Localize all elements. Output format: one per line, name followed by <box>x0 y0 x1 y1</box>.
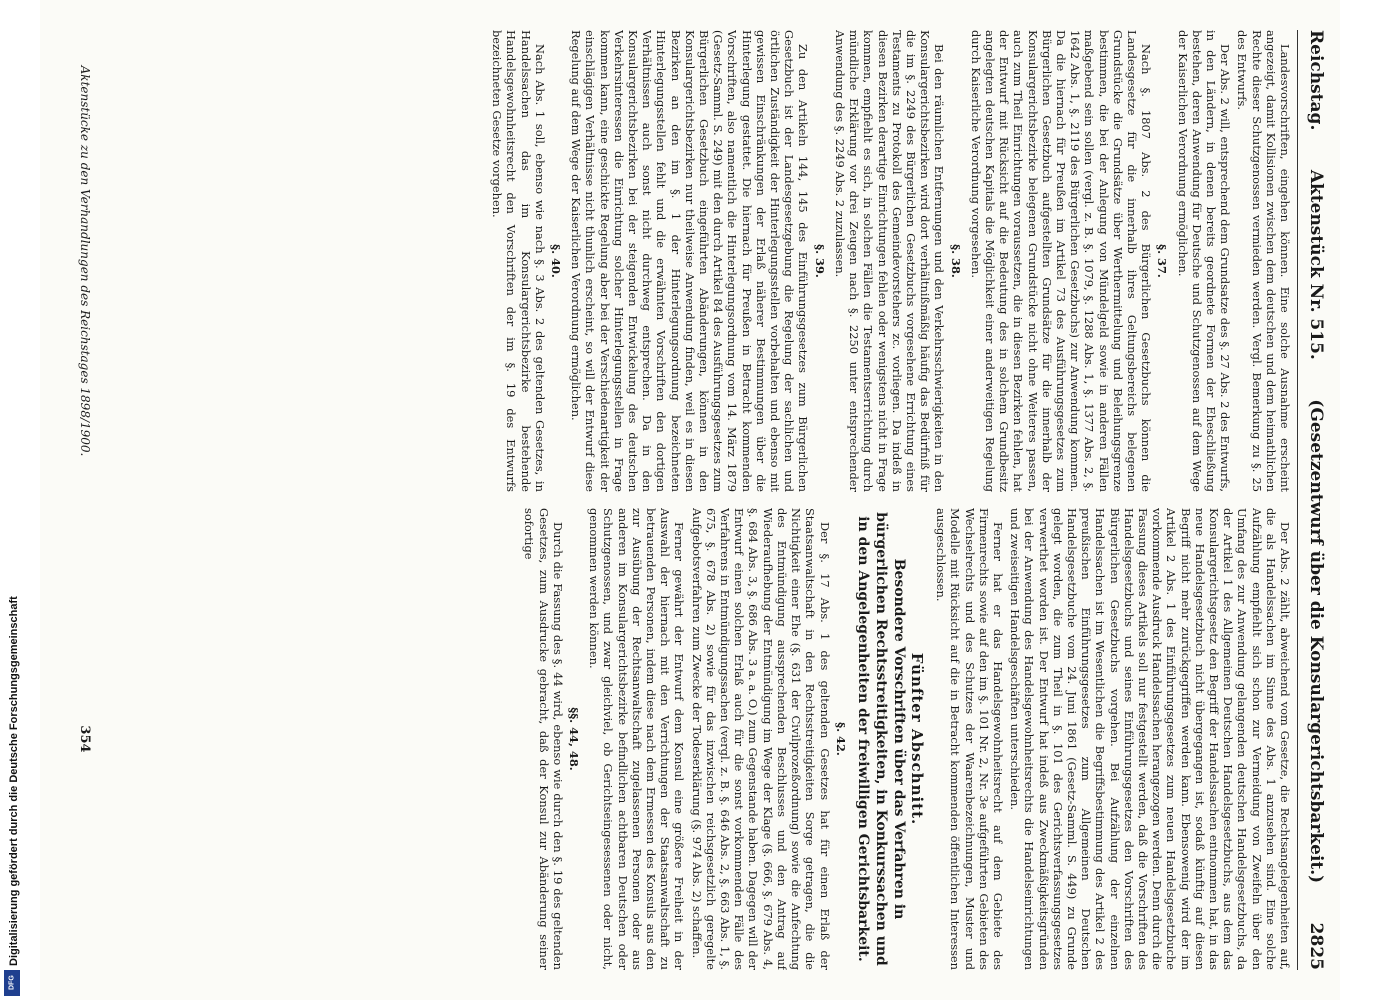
part-heading: Fünfter Abschnitt. <box>907 652 926 826</box>
header-middle: Aktenstück Nr. 515. <box>1306 169 1326 360</box>
document-page <box>40 0 1340 1000</box>
paragraph: Landesvorschriften, eingehen können. Eine solche Ausnahme erscheint angezeigt, damit Kollisionen zwischen dem deutschen und dem heimathlichen Rechte dieser Schutzgenossen vermieden werden. Vergl. Bemerkung zu §. 25 des Entwurfs. <box>1235 30 1292 492</box>
paragraph: Der §. 17 Abs. 1 des geltenden Gesetzes hat für einen Erlaß der Staatsanwaltschaft in den Rechtsstreitigkeiten Sorge getragen, die die Nichtigkeit einer Ehe (§. 631 der Civilprozeßordnung) sowie die Anfechtung des Entmündigung aussprechenden Beschlusses und den Antrag auf Wiederaufhebung der Entmündigung im Wege der Klage (§. 666, §. 679 Abs. 4, §. 684 Abs. 3, §. 686 Abs. 3 a. a. O.) zum Gegenstande haben. Dagegen will der Entwurf einen solchen Erlaß auch für die sonst vorkommenden Fälle des Verfahrens in Entmündigungssachen (vergl. z. B. §. 646 Abs. 2, §. 663 Abs. 1, §. 675, §. 678 Abs. 2) sowie für das inzwischen reichsgesetzlich geregelte Aufgebotsverfahren zum Zwecke der Todeserklärung (§. 974 Abs. 2) schaffen. <box>689 508 832 970</box>
paragraph: Der Abs. 2 will, entsprechend dem Grundsatze des §. 27 Abs. 2 des Entwurfs, in den Ländern, in denen bereits geordnete Formen der Eheschließung bestehen, deren Anwendung für Deutsche und Schutzgenossen auf dem Wege der Kaiserlichen Verordnung ermöglichen. <box>1175 30 1233 492</box>
side-note <box>0 0 24 1000</box>
paragraph: Zu den Artikeln 144, 145 des Einführungsgesetzes zum Bürgerlichen Gesetzbuch ist der Landesgesetzgebung die Regelung der sachlichen und örtlichen Zuständigkeit der Hinterlegungsstellen vorbehalten und ebenso mit gewissen Einschränkungen der Erlaß näherer Bestimmungen über die Hinterlegung gestattet. Die hiernach für Preußen in Betracht kommenden Vorschriften, also namentlich die Hinterlegungsordnung vom 14. März 1879 (Gesetz-Samml. S. 249) mit den durch Artikel 84 des Ausführungsgesetzes zum Bürgerlichen Gesetzbuch eingeführten Abänderungen, können in den Konsulargerichtsbezirken nur theilweise Anwendung finden, weil es in diesen Bezirken an den im §. 1 der Hinterlegungsordnung bezeichneten Hinterlegungsstellen fehlt und die erwähnten Vorschriften den dortigen Verhältnissen auch sonst nicht durchweg entsprechen. Da in den Konsulargerichtsbezirken bei der steigenden Entwickelung des deutschen Verkehrsinteressen die Einrichtung solcher Hinterlegungsstellen in Frage kommen kann, eine geschickte Regelung aber bei der Verschiedenartigkeit der einschlägigen Verhältnisse nicht thunlich erscheint, so will der Entwurf diese Regelung auf dem Wege der Kaiserlichen Verordnung ermöglichen. <box>569 30 811 492</box>
section-heading: §. 39. <box>812 244 827 278</box>
paragraph: Durch die Fassung des §. 44 wird, ebenso wie durch den §. 19 des geltenden Gesetzes, zum Ausdrucke gebracht, daß der Konsul zur Abänderung seiner sofortige <box>522 508 565 970</box>
section-heading: §. 42. <box>833 722 848 756</box>
dfg-logo <box>4 970 20 996</box>
paragraph: Bei den räumlichen Entfernungen und den Verkehrsschwierigkeiten in den Konsulargerichtsbezirken wird dort verhältnißmäßig häufig das Bedürfniß für die im §. 2249 des Bürgerlichen Gesetzbuchs vorgesehene Errichtung eines Testaments zu Protokoll des Gemeindevorstehers zc. vorliegen. Da indeß in diesen Bezirken derartige Einrichtungen fehlen oder wenigstens nicht in Frage kommen, empfiehlt es sich, in solchen Fällen die Testamentserrichtung durch mündliche Erklärung vor drei Zeugen nach §. 2250 unter entsprechender Anwendung des §. 2249 Abs. 2 zuzulassen. <box>832 30 947 492</box>
paragraph: Der Abs. 2 zählt, abweichend vom Gesetze, die Rechtsangelegenheiten auf, die als Handelssachen im Sinne des Abs. 1 anzusehen sind. Eine solche Aufzählung empfiehlt sich schon zur Vermeidung von Zweifeln über den Umfang des zur Anwendung gelangenden deutschen Handelsgesetzbuchs, da der Artikel 1 des Allgemeinen Deutschen Handelsgesetzbuchs, aus dem das Konsulargerichtsgesetz den Begriff der Handelssachen entnommen hat, in das neue Handelsgesetzbuch nicht übergegangen ist, sodaß künftig auf diesen Begriff nicht mehr zurückgegriffen werden kann. Ebensowenig wird der im Artikel 2 Abs. 1 des Einführungsgesetzes zum neuen Handelsgesetzbuche vorkommende Ausdruck Handelssachen herangezogen werden. Denn durch die Fassung dieses Artikels soll nur festgestellt werden, daß die Vorschriften des Handelsgesetzbuchs und seines Einführungsgesetzes den Vorschriften des Bürgerlichen Gesetzbuchs vorgehen. Bei Aufzählung der einzelnen Handelssachen ist im Wesentlichen die Begriffsbestimmung des Artikel 2 des preußischen Einführungsgesetzes zum Allgemeinen Deutschen Handelsgesetzbuche vom 24. Juni 1861 (Gesetz-Samml. S. 449) zu Grunde gelegt worden, die zum Theil in §. 101 des Gerichtsverfassungsgesetzes verwerthet worden ist. Der Entwurf hat indeß aus Zweckmäßigkeitsgründen bei der Anwendung des Handelsgewohnheitsrechts die Handelseinrichtungen und zweiseitigen Handelsgeschäften unterschieden. <box>1008 508 1292 970</box>
page-header <box>1297 30 1326 970</box>
part-subheading: Besondere Vorschriften über das Verfahren in bürgerlichen Rechtsstreitigkeiten, in Konkurssachen und in den Angelegenheiten der freiwilligen Gerichtsbarkeit. <box>854 512 907 966</box>
paragraph: Ferner hat er das Handelsgewohnheitsrecht auf dem Gebiete des Firmenrechts sowie auf den im §. 101 Nr. 2, Nr. 3e aufgeführten Gebieten des Wechselrechts und des Schutzes der Waarenbezeichnungen, Muster und Modelle mit Rücksicht auf die in Betracht kommenden öffentlichen Interessen ausgeschlossen. <box>934 508 1005 970</box>
funding-note: Digitalisierung gefördert durch die Deutsche Forschungsgemeinschaft <box>8 596 20 966</box>
paragraph: Nach §. 1807 Abs. 2 des Bürgerlichen Gesetzbuchs können die Landesgesetze für die innerhalb ihres Geltungsbereichs belegenen Grundstücke die Grundsätze über Werthermittelung und Beleihungsgrenze bestimmen, die bei der Anlegung von Mündelgeld sowie in anderen Fällen maßgebend sein sollen (vergl. z. B. §. 1079, §. 1288 Abs. 1, §. 1377 Abs. 2, §. 1642 Abs. 1, §. 2119 des Bürgerlichen Gesetzbuchs) zur Anwendung kommen. Da die hiernach für Preußen im Artikel 73 des Ausführungsgesetzes zum Bürgerlichen Gesetzbuch aufgestellten Grundsätze für die innerhalb der Konsulargerichtsbezirke belegenen Grundstücke nicht ohne Weiteres passen, auch zum Theil Einrichtungen voraussetzen, die in diesen Bezirken fehlen, hat der Entwurf mit Rücksicht auf die Bedeutung des in solchem Grundbesitz angelegten deutschen Kapitals die Möglichkeit einer anderweitigen Regelung durch Kaiserliche Verordnung vorgesehen. <box>968 30 1154 492</box>
section-heading: §. 38. <box>948 244 963 278</box>
paragraph: Ferner gewährt der Entwurf dem Konsul eine größere Freiheit in der Auswahl der hiernach mit den Verrichtungen der Staatsanwaltschaft zu betrauenden Personen, indem diese nach dem Ermessen des Konsuls aus den zur Ausübung der Rechtsanwaltschaft zugelassenen Personen oder aus anderen im Konsulargerichtsbezirke befindlichen achtbaren Deutschen oder Schutzgenossen, und zwar gleichviel, ob Gerichtseingesessenen oder nicht, genommen werden können. <box>587 508 687 970</box>
right-column <box>102 508 1292 970</box>
left-column <box>102 30 1292 492</box>
section-heading: §§. 44, 48. <box>567 707 582 771</box>
header-left: Reichstag. <box>1306 30 1326 131</box>
header-title: (Gesetzentwurf über die Konsulargerichtsbarkeit.) <box>1306 399 1326 884</box>
section-heading: §. 37. <box>1155 244 1170 278</box>
dfg-logo-text: DFG <box>8 975 16 991</box>
footer-page-number: 354 <box>77 725 92 753</box>
footer-note: Aktenstücke zu den Verhandlungen des Reichstages 1898/1900. <box>78 65 92 457</box>
section-heading: §. 40. <box>549 244 564 278</box>
paragraph: Nach Abs. 1 soll, ebenso wie nach §. 3 Abs. 2 des geltenden Gesetzes, in Handelssachen das im Konsulargerichtsbezirke bestehende Handelsgewohnheitsrecht den Vorschriften der im §. 19 des Entwurfs bezeichneten Gesetze vorgehen. <box>490 30 547 492</box>
page-number: 2825 <box>1306 922 1326 970</box>
